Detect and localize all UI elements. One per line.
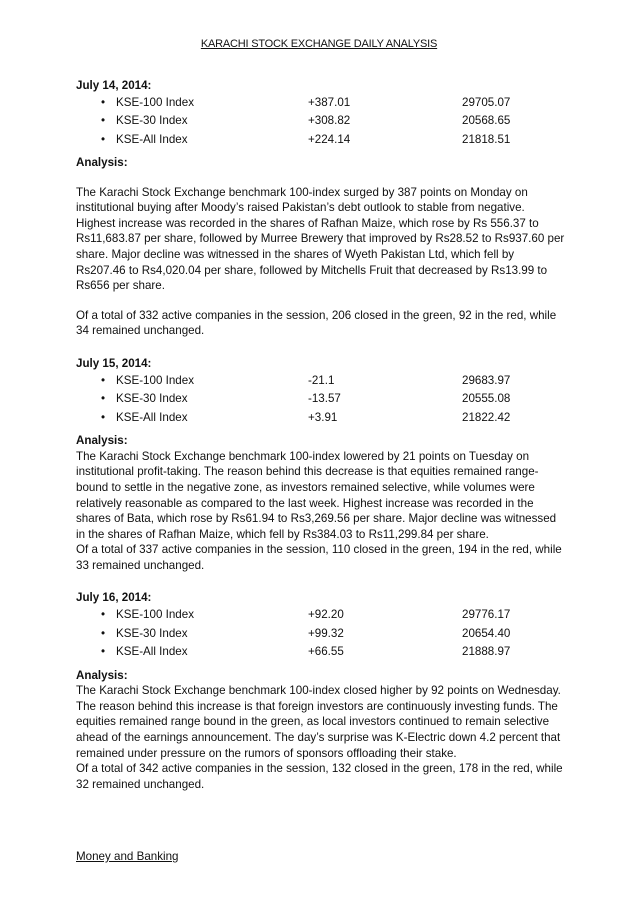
- analysis-paragraph: The Karachi Stock Exchange benchmark 100-index closed higher by 92 points on Wednesday. The reason behind this increase is that foreign investors are continuously investing funds. The equities remained range bound in the green, as local investors continued to remain selective ahead of the earnings announcement. The day’s surprise was K-Electric down 4.2 percent that remained under pressure on the rumors of sponsors offloading their stake.: [76, 684, 561, 760]
- index-name: KSE-All Index: [116, 410, 188, 424]
- index-value: 29776.17: [462, 608, 511, 622]
- index-name: KSE-30 Index: [116, 114, 188, 128]
- day-section: [76, 78, 566, 339]
- index-row: [76, 132, 566, 151]
- index-name: KSE-100 Index: [116, 95, 194, 109]
- index-name: KSE-All Index: [116, 645, 188, 659]
- index-value: 29683.97: [462, 373, 511, 387]
- index-row: [76, 410, 566, 429]
- index-change: +92.20: [308, 608, 344, 622]
- bullet-icon: •: [101, 373, 106, 387]
- summary-paragraph: Of a total of 342 active companies in the session, 132 closed in the green, 178 in the red, while 32 remained unchanged.: [76, 762, 563, 791]
- index-change: +66.55: [308, 645, 344, 659]
- index-name: KSE-100 Index: [116, 608, 194, 622]
- index-list: [76, 607, 566, 663]
- index-value: 21888.97: [462, 645, 511, 659]
- index-change: +99.32: [308, 626, 344, 640]
- index-name: KSE-All Index: [116, 132, 188, 146]
- page-footer: Money and Banking: [76, 850, 179, 863]
- summary-paragraph: Of a total of 332 active companies in the session, 206 closed in the green, 92 in the red, while 34 remained unchanged.: [76, 308, 557, 338]
- bullet-icon: •: [101, 95, 106, 109]
- index-value: 21818.51: [462, 132, 511, 146]
- index-row: [76, 626, 566, 645]
- index-change: +308.82: [308, 114, 351, 128]
- index-row: [76, 373, 566, 392]
- analysis-heading: Analysis:: [76, 156, 128, 170]
- index-value: 29705.07: [462, 95, 511, 109]
- index-list: [76, 373, 566, 429]
- bullet-icon: •: [101, 645, 106, 659]
- bullet-icon: •: [101, 132, 106, 146]
- day-section: [76, 356, 566, 573]
- index-change: +3.91: [308, 410, 338, 424]
- index-name: KSE-100 Index: [116, 373, 194, 387]
- index-row: [76, 95, 566, 114]
- section-date: July 14, 2014:: [76, 79, 152, 92]
- bullet-icon: •: [101, 114, 106, 128]
- section-date: July 15, 2014:: [76, 357, 152, 371]
- index-change: -13.57: [308, 392, 341, 406]
- index-change: -21.1: [308, 373, 335, 387]
- analysis-paragraph: The Karachi Stock Exchange benchmark 100-index lowered by 21 points on Tuesday on institutional profit-taking. The reason behind this decrease is that equities remained range-bound to settle in the negative zone, as investors remained selective, while volumes were relatively reasonable as compared to the last week. Highest increase was recorded in the shares of Bata, which rose by Rs61.94 to Rs3,269.56 per share. Major decline was witnessed in the shares of Rafhan Maize, which fell by Rs384.03 to Rs11,299.84 per share.: [76, 449, 557, 541]
- index-value: 20555.08: [462, 392, 511, 406]
- summary-paragraph: Of a total of 337 active companies in the session, 110 closed in the green, 194 in the red, while 33 remained unchanged.: [76, 543, 562, 572]
- index-change: +387.01: [308, 95, 351, 109]
- section-date: July 16, 2014:: [76, 591, 152, 605]
- analysis-paragraph: The Karachi Stock Exchange benchmark 100-index surged by 387 points on Monday on institutional buying after Moody’s raised Pakistan’s debt outlook to stable from negative. Highest increase was recorded in the shares of Rafhan Maize, which rose by Rs 556.37 to Rs11,683.87 per share, followed by Murree Brewery that improved by Rs28.52 to Rs937.60 per share. Major decline was witnessed in the shares of Wyeth Pakistan Ltd, which fell by Rs207.46 to Rs4,020.04 per share, followed by Mitchells Fruit that decreased by Rs13.99 to Rs656 per share.: [76, 185, 565, 293]
- index-list: [76, 95, 566, 151]
- index-row: [76, 644, 566, 663]
- bullet-icon: •: [101, 410, 106, 424]
- document-body: [76, 78, 566, 792]
- bullet-icon: •: [101, 626, 106, 640]
- index-value: 20654.40: [462, 626, 511, 640]
- index-change: +224.14: [308, 132, 351, 146]
- index-row: [76, 607, 566, 626]
- index-name: KSE-30 Index: [116, 626, 188, 640]
- bullet-icon: •: [101, 608, 106, 622]
- index-value: 21822.42: [462, 410, 511, 424]
- bullet-icon: •: [101, 392, 106, 406]
- page-header: KARACHI STOCK EXCHANGE DAILY ANALYSIS: [200, 38, 438, 50]
- index-row: [76, 391, 566, 410]
- index-row: [76, 113, 566, 132]
- analysis-heading: Analysis:: [76, 668, 128, 682]
- index-value: 20568.65: [462, 114, 511, 128]
- analysis-heading: Analysis:: [76, 434, 128, 448]
- index-name: KSE-30 Index: [116, 392, 188, 406]
- day-section: [76, 590, 566, 792]
